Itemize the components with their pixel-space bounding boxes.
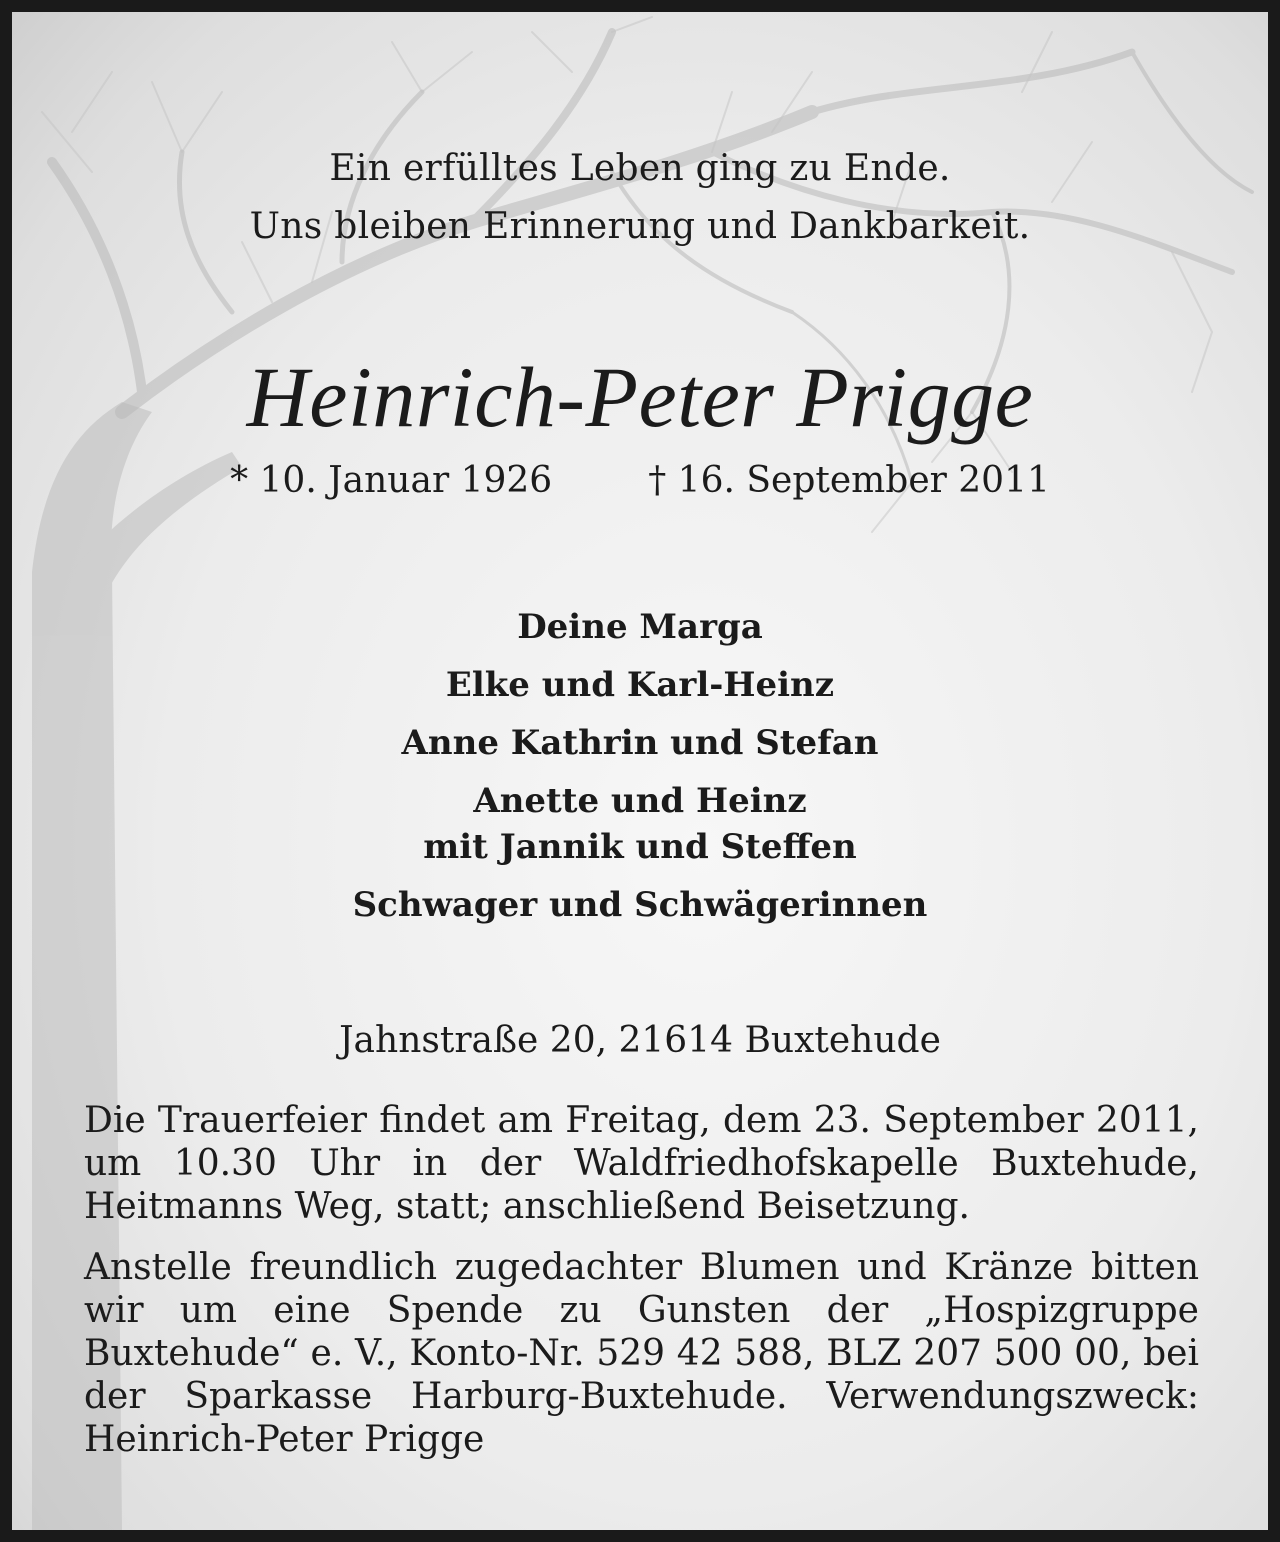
mourners-list xyxy=(12,598,1268,934)
intro-line-2: Uns bleiben Erinnerung und Dankbarkeit. xyxy=(249,206,1031,247)
mourner-line: Elke und Karl-Heinz xyxy=(445,665,835,705)
deceased-name: Heinrich-Peter Prigge xyxy=(246,349,1034,445)
mourner-line: Schwager und Schwägerinnen xyxy=(352,885,928,925)
intro-verse xyxy=(12,140,1268,256)
death-date: † 16. September 2011 xyxy=(648,460,1050,501)
birth-date: * 10. Januar 1926 xyxy=(230,460,553,501)
mourner-line: Deine Marga xyxy=(517,607,763,647)
mourner-line: Anette und Heinz xyxy=(473,781,807,821)
intro-line-1: Ein erfülltes Leben ging zu Ende. xyxy=(329,148,951,189)
family-address: Jahnstraße 20, 21614 Buxtehude xyxy=(339,1020,941,1061)
mourner-line: Anne Kathrin und Stefan xyxy=(401,723,879,763)
mourner-line: mit Jannik und Steffen xyxy=(423,827,857,867)
life-dates xyxy=(12,456,1268,506)
donation-request-text: Anstelle freundlich zugedachter Blumen und Kränze bitten wir um eine Spende zu Gunsten der „Hospizgruppe Buxtehude“ e. V., Konto-Nr. 529 42 588, BLZ 207 500 00, bei der Sparkasse Harburg-Buxtehude. Verwendungszweck: Heinrich-Peter Prigge xyxy=(84,1247,1199,1460)
funeral-service-text: Die Trauerfeier findet am Freitag, dem 23. September 2011, um 10.30 Uhr in der Waldfriedhofskapelle Buxtehude, Heitmanns Weg, statt; anschließend Beisetzung. xyxy=(84,1100,1199,1227)
